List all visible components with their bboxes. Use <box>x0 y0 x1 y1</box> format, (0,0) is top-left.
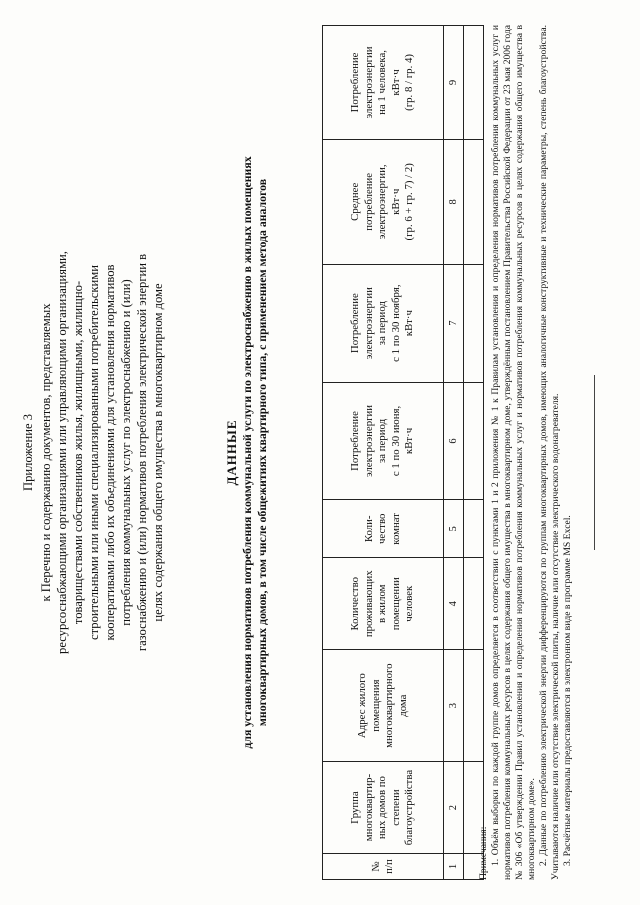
note-item: 2. Данные по потреблению электрической энергии дифференцируются по группам многоквартирных домов, имеющих аналогичные конструктивные и технические параметры, степень благоустройства. Учитываются наличие или отсутствие электрической плиты, наличие или отсутствие электрического водонагревателя. <box>538 25 561 880</box>
column-header-line: электроэнергии, <box>376 164 389 240</box>
column-header-line: дома <box>396 694 409 717</box>
column-header-line: многоквартир- <box>362 773 375 842</box>
column-number-cell: 6 <box>444 382 464 500</box>
column-number-cell: 3 <box>444 650 464 762</box>
appendix-line: к Перечню и содержанию документов, представляемых <box>39 303 53 602</box>
column-number-cell: 1 <box>444 854 464 880</box>
table-number-row <box>444 26 464 880</box>
column-number-cell: 2 <box>444 762 464 854</box>
column-number-cell: 8 <box>444 139 464 264</box>
column-header-line: Группа <box>349 791 362 824</box>
appendix-line: кооперативами либо их объединениями для установления нормативов <box>103 264 117 641</box>
column-header-line: комнат <box>389 512 402 545</box>
column-header-9 <box>323 26 444 140</box>
column-header-line: за период <box>376 301 389 346</box>
column-header-line: на 1 человека, <box>376 50 389 115</box>
column-header-line: с 1 по 30 июня, <box>389 405 402 477</box>
note-item: 3. Расчётные материалы предоставляются в электронном виде в программе MS Excel. <box>562 515 573 866</box>
appendix-line: ресурсоснабжающими организациями или управляющими организациями, <box>55 251 69 654</box>
column-header-line: № <box>369 861 382 872</box>
column-header-line: Адрес жилого <box>356 673 368 739</box>
column-header-line: кВт·ч <box>389 188 402 215</box>
column-header-line: кВт·ч <box>389 69 402 96</box>
column-header-line: (гр. 6 + гр. 7) / 2) <box>403 163 416 241</box>
appendix-block <box>20 30 166 875</box>
column-header-line: благоустройства <box>403 769 416 846</box>
column-header-line: ных домов по <box>376 776 389 840</box>
column-header-line: кВт·ч <box>403 310 416 337</box>
column-header-line: (гр. 8 / гр. 4) <box>403 54 416 111</box>
column-header-line: кВт·ч <box>403 427 416 455</box>
column-header-2 <box>323 762 444 854</box>
column-number-cell: 5 <box>444 500 464 558</box>
column-number-cell: 7 <box>444 264 464 382</box>
column-header-1 <box>323 854 444 880</box>
end-rule <box>594 375 595 550</box>
data-table <box>322 25 484 880</box>
appendix-line: целях содержания общего имущества в многоквартирном доме <box>151 283 165 622</box>
table-header-row <box>323 26 444 880</box>
column-header-line: помещения <box>369 679 382 732</box>
heading-line: для установления нормативов потребления коммунальной услуги по электроснабжению в жилых помещениях <box>240 156 254 749</box>
column-header-line: чество <box>376 513 389 545</box>
column-header-line: потребление <box>362 172 375 231</box>
column-number-cell: 9 <box>444 26 464 140</box>
document-heading <box>224 20 269 885</box>
column-header-4 <box>323 558 444 650</box>
appendix-line: строительными или иными специализированными потребительскими <box>87 265 101 640</box>
heading-line: многоквартирных домов, в том числе общежитиях квартирного типа, с применением метода аналогов <box>254 178 269 727</box>
heading-title: ДАННЫЕ <box>224 419 239 486</box>
column-header-line: за период <box>376 418 389 464</box>
column-header-line: Потребление <box>349 52 362 113</box>
column-number-cell: 4 <box>444 558 464 650</box>
column-header-line: Потребление <box>349 293 362 354</box>
appendix-line: газоснабжению и (или) нормативов потребления электрической энергии в <box>135 253 149 652</box>
appendix-line: товариществами собственников жилья, жилищными, жилищно- <box>71 280 85 625</box>
column-header-line: с 1 по 30 ноября, <box>389 284 402 362</box>
column-header-line: степени <box>389 789 402 826</box>
column-header-5 <box>323 500 444 558</box>
column-header-8 <box>323 139 444 264</box>
column-header-line: п/п <box>383 859 395 874</box>
column-header-line: помещении <box>389 577 402 631</box>
appendix-number: Приложение 3 <box>21 413 35 492</box>
column-header-line: электроэнергии <box>362 287 375 360</box>
column-header-line: электроэнергии <box>362 404 375 478</box>
note-item: 1. Объём выборки по каждой группе домов определяется в соответствии с пунктами 1 и 2 приложения № 1 к Правилам установления и определения нормативов потребления коммунальных услуг и нормативов потребления коммунальных ресурсов в целях содержания общего имущества в многоквартирном доме, утверждённым постановлением Правительства Российской Федерации от 23 мая 2006 года № 306 «Об утверждении Правил установления и определения нормативов потребления коммунальных услуг и нормативов потребления коммунальных ресурсов в целях содержания общего имущества в многоквартирном доме». <box>490 25 537 880</box>
column-header-line: в жилом <box>376 584 389 623</box>
column-header-line: Коли- <box>362 515 375 543</box>
appendix-line: потребления коммунальных услуг по электроснабжению и (или) <box>119 279 133 626</box>
column-header-line: человек <box>403 585 416 622</box>
column-header-line: многоквартирного <box>383 663 395 748</box>
column-header-line: Среднее <box>349 182 362 221</box>
column-header-line: электроэнергии <box>362 46 375 119</box>
column-header-line: Количество <box>349 576 362 631</box>
notes-label: Примечания: <box>478 826 489 880</box>
notes-block <box>478 25 574 880</box>
column-header-line: проживающих <box>362 570 375 638</box>
column-header-3 <box>323 650 444 762</box>
column-header-7 <box>323 264 444 382</box>
column-header-line: Потребление <box>349 411 362 471</box>
column-header-6 <box>323 382 444 500</box>
